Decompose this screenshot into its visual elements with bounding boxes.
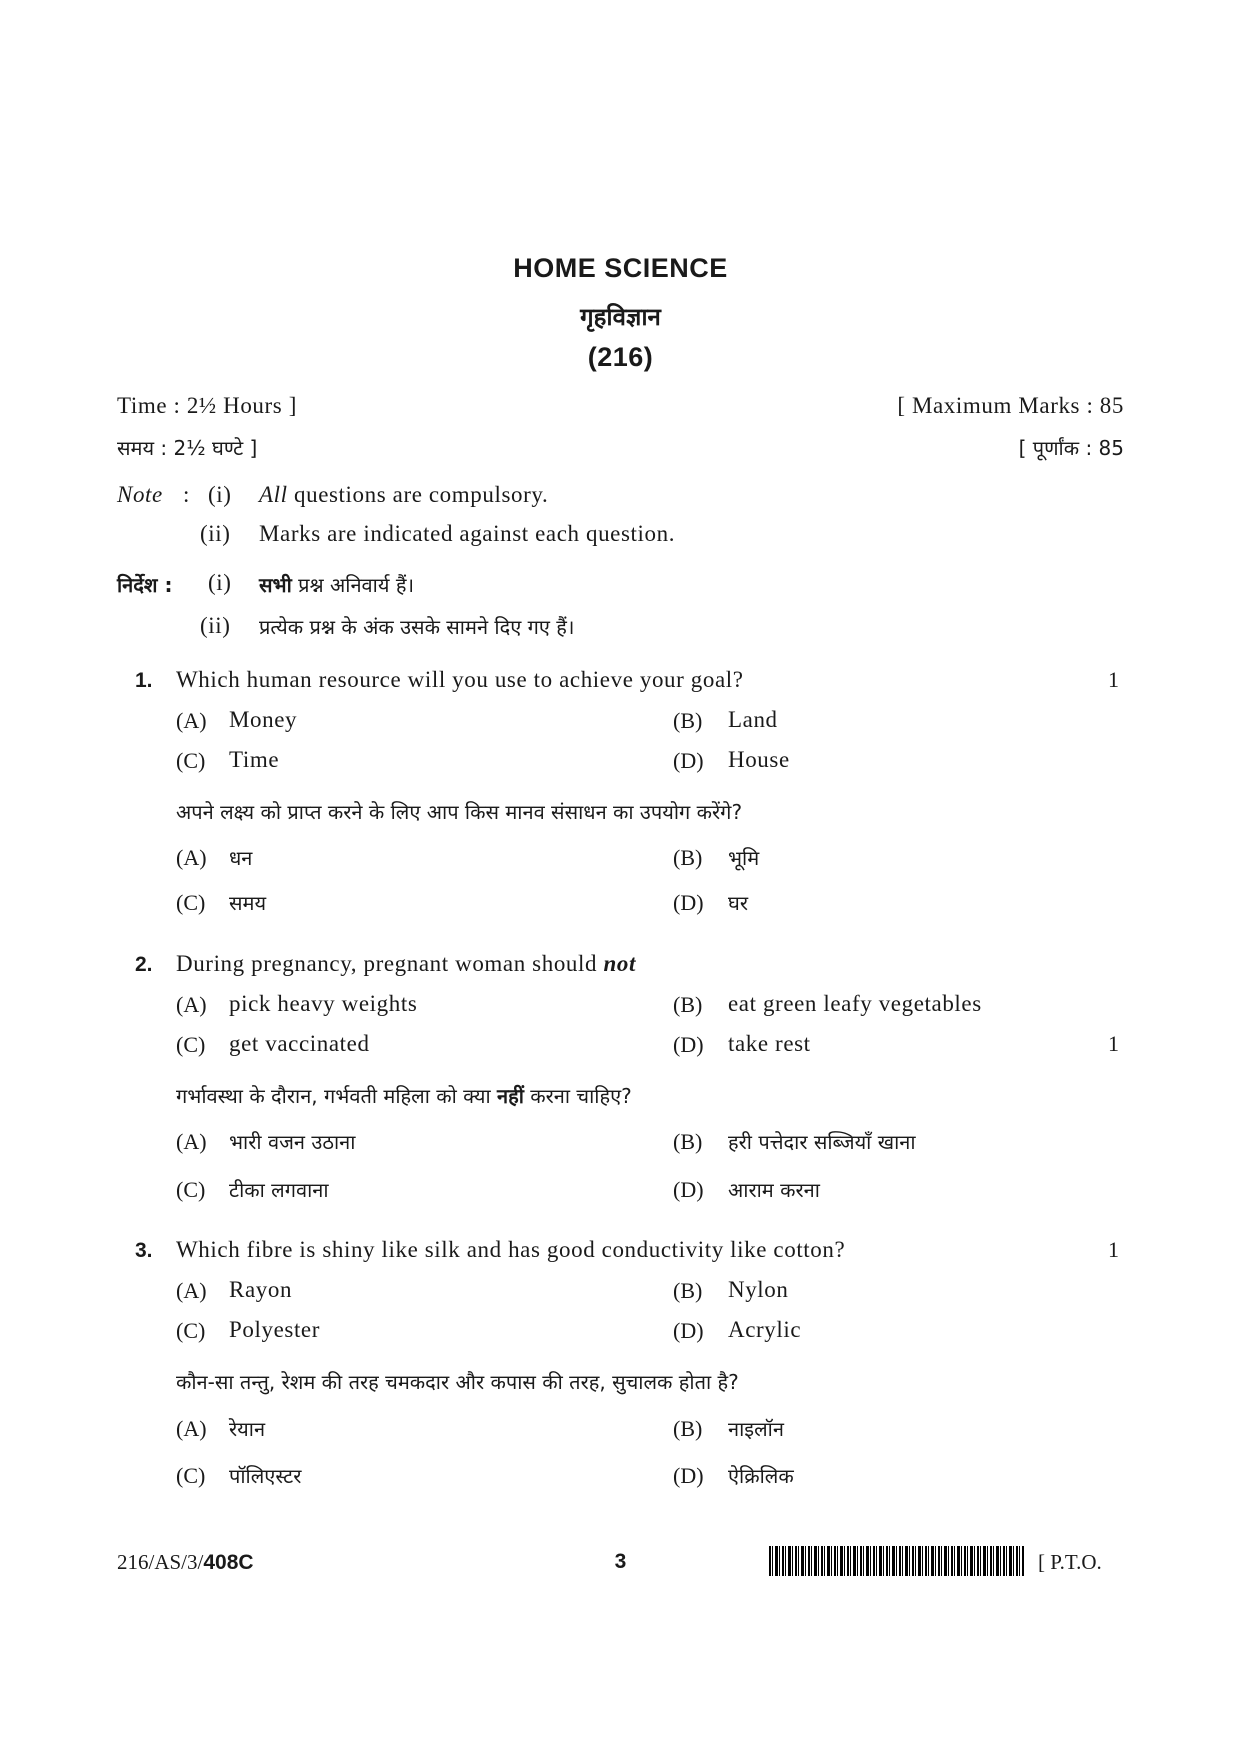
nirdesh-i-bold: सभी [259, 573, 292, 597]
nirdesh-ii-number: (ii) [200, 613, 231, 638]
option-label: (C) [176, 1318, 206, 1343]
subject-code: (216) [587, 342, 654, 372]
option-label: (B) [673, 708, 703, 733]
option-text: भारी वजन उठाना [229, 1130, 356, 1154]
option-label: (D) [673, 890, 704, 915]
option-label: (C) [176, 1177, 206, 1202]
max-marks-hi: [ पूर्णांक : 85 [1018, 436, 1124, 460]
question-text-hi-post: करना चाहिए? [530, 1084, 632, 1108]
time-en: Time : 2½ Hours ] [117, 393, 297, 418]
nirdesh-i-number: (i) [208, 570, 232, 595]
note-i-text: questions are compulsory. [294, 482, 549, 507]
pto-label: [ P.T.O. [1038, 1550, 1102, 1574]
question-text-en [176, 951, 636, 977]
option-text: पॉलिएस्टर [229, 1464, 302, 1488]
option-label: (A) [176, 845, 207, 870]
option-text: नाइलॉन [728, 1417, 784, 1441]
option-label: (C) [176, 1463, 206, 1488]
nirdesh-label: निर्देश : [117, 573, 173, 597]
question-text-emphasis: not [603, 951, 636, 976]
option-text: ऐक्रिलिक [728, 1464, 794, 1488]
paper-code-prefix: 216/AS/3/ [117, 1550, 204, 1574]
question-number: 3. [135, 1239, 153, 1262]
note-colon: : [183, 482, 190, 507]
option-text: आराम करना [728, 1178, 820, 1202]
option-label: (D) [673, 748, 704, 773]
note-ii-number: (ii) [200, 521, 231, 546]
note-i-emphasis: All [259, 482, 288, 507]
question-text-hi [176, 1082, 632, 1109]
option-label: (A) [176, 992, 207, 1017]
note-i-number: (i) [208, 482, 232, 507]
paper-code-bold: 408C [203, 1551, 254, 1574]
subject-title: HOME SCIENCE [513, 253, 728, 283]
option-text: Rayon [229, 1277, 293, 1302]
option-label: (C) [176, 890, 206, 915]
option-text: get vaccinated [229, 1031, 370, 1056]
nirdesh-ii-text: प्रत्येक प्रश्न के अंक उसके सामने दिए गए हैं। [259, 615, 575, 639]
nirdesh-i-text: प्रश्न अनिवार्य हैं। [298, 573, 415, 597]
option-label: (B) [673, 992, 703, 1017]
question-text-en: Which fibre is shiny like silk and has good conductivity like cotton? [176, 1237, 846, 1262]
question-text-hi: कौन-सा तन्तु, रेशम की तरह चमकदार और कपास की तरह, सुचालक होता है? [176, 1370, 739, 1394]
option-label: (C) [176, 748, 206, 773]
option-text: House [728, 747, 790, 772]
option-text: समय [229, 891, 267, 915]
option-label: (D) [673, 1463, 704, 1488]
option-text: Land [728, 707, 778, 732]
question-marks: 1 [1108, 667, 1119, 692]
option-text: धन [229, 846, 253, 870]
option-label: (A) [176, 1278, 207, 1303]
option-label: (A) [176, 708, 207, 733]
option-label: (A) [176, 1416, 207, 1441]
option-label: (B) [673, 845, 703, 870]
option-label: (A) [176, 1129, 207, 1154]
option-label: (D) [673, 1032, 704, 1057]
option-label: (D) [673, 1318, 704, 1343]
time-hi: समय : 2½ घण्टे ] [117, 436, 258, 460]
option-label: (B) [673, 1416, 703, 1441]
option-text: eat green leafy vegetables [728, 991, 982, 1016]
page-number: 3 [614, 1550, 627, 1573]
option-label: (C) [176, 1032, 206, 1057]
option-text: Money [229, 707, 298, 732]
question-text-en: Which human resource will you use to achieve your goal? [176, 667, 744, 692]
option-text: Nylon [728, 1277, 789, 1302]
note-label: Note [117, 482, 163, 507]
option-text: घर [728, 891, 748, 915]
question-text-hi-pre: गर्भावस्था के दौरान, गर्भवती महिला को क्या [176, 1084, 491, 1108]
option-text: pick heavy weights [229, 991, 418, 1016]
option-text: टीका लगवाना [229, 1178, 329, 1202]
question-marks: 1 [1108, 1031, 1119, 1056]
barcode [769, 1546, 1024, 1576]
option-label: (D) [673, 1177, 704, 1202]
option-text: take rest [728, 1031, 811, 1056]
option-text: Time [229, 747, 280, 772]
question-marks: 1 [1108, 1237, 1119, 1262]
nirdesh-i [259, 571, 414, 598]
option-label: (B) [673, 1278, 703, 1303]
option-label: (B) [673, 1129, 703, 1154]
option-text: Polyester [229, 1317, 320, 1342]
note-i [259, 482, 548, 508]
subject-title-hindi: गृहविज्ञान [580, 303, 661, 331]
question-text-hi: अपने लक्ष्य को प्राप्त करने के लिए आप किस मानव संसाधन का उपयोग करेंगे? [176, 800, 743, 824]
question-text-hi-bold: नहीं [496, 1084, 524, 1108]
option-text: भूमि [728, 846, 760, 870]
question-number: 2. [135, 953, 153, 976]
note-ii-text: Marks are indicated against each question. [259, 521, 676, 546]
question-number: 1. [135, 669, 153, 692]
option-text: Acrylic [728, 1317, 802, 1342]
question-text-main: During pregnancy, pregnant woman should [176, 951, 598, 976]
max-marks-en: [ Maximum Marks : 85 [897, 393, 1124, 418]
option-text: हरी पत्तेदार सब्जियाँ खाना [728, 1130, 916, 1154]
option-text: रेयान [229, 1417, 266, 1441]
